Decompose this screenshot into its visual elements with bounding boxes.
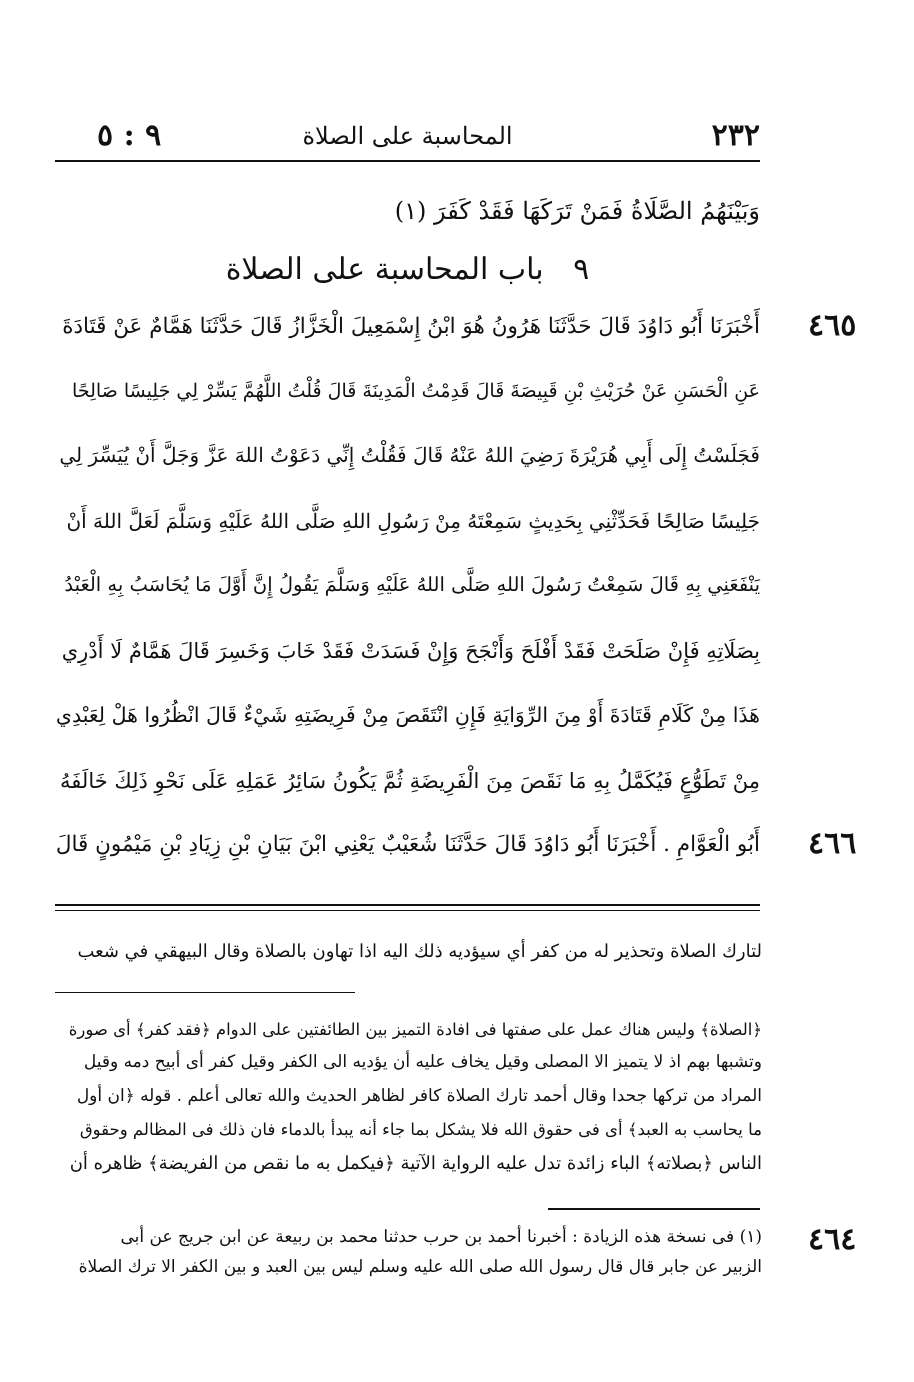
footnote-ref-number: ٤٦٤ <box>808 1222 857 1257</box>
commentary-line: وتشبها بهم اذ لا يتميز الا المصلى وقيل يخاف عليه أن يؤديه الى الكفر وقيل كفر أى أبيح دمه وقيل <box>83 1052 762 1072</box>
page-header <box>55 118 760 158</box>
commentary-line: ما يحاسب به العبد﴾ أى فى حقوق الله فلا يشكل بما جاء أنه يبدأ بالدماء فان ذلك فى المظالم وحقوق <box>79 1120 762 1139</box>
commentary-line: الناس ﴿بصلاته﴾ الباء زائدة تدل عليه الرواية الآتية ﴿فيكمل به ما نقص من الفريضة﴾ ظاهره أن <box>69 1153 762 1174</box>
section-divider <box>55 992 355 993</box>
continuation-line: وَبَيْنَهُمُ الصَّلَاةُ فَمَنْ تَرَكَهَا فَقَدْ كَفَرَ (١) <box>394 197 760 225</box>
commentary-line: المراد من تركها جحدا وقال أحمد تارك الصلاة كافر لظاهر الحديث والله تعالى أعلم . قوله ﴿ان أول <box>76 1086 762 1106</box>
chapter-title: باب المحاسبة على الصلاة <box>225 252 544 287</box>
text-line: عَنِ الْحَسَنِ عَنْ حُرَيْثِ بْنِ قَبِيصَةَ قَالَ قَدِمْتُ الْمَدِينَةَ قَالَ قُلْتُ اللَّهُمَّ يَسِّرْ لِي جَلِيسًا صَالِحًا <box>72 380 760 402</box>
commentary-rule <box>55 904 760 906</box>
text-line: مِنْ تَطَوُّعٍ فَيُكَمَّلُ بِهِ مَا نَقَصَ مِنَ الْفَرِيضَةِ ثُمَّ يَكُونُ سَائِرُ عَمَلِهِ عَلَى نَحْوِ ذَلِكَ خَالَفَهُ <box>60 769 760 793</box>
text-line: جَلِيسًا صَالِحًا فَحَدِّثْنِي بِحَدِيثٍ سَمِعْتَهُ مِنْ رَسُولِ اللهِ صَلَّى اللهُ عَلَيْهِ وَسَلَّمَ لَعَلَّ اللهَ أَنْ <box>66 509 760 533</box>
commentary-line: ﴿الصلاة﴾ وليس هناك عمل على صفتها فى افادة التميز بين الطائفتين على الدوام ﴿فقد كفر﴾ أى صورة <box>68 1020 762 1039</box>
text-line: أَخْبَرَنَا أَبُو دَاوُدَ قَالَ حَدَّثَنَا هَرُونُ هُوَ ابْنُ إِسْمَعِيلَ الْخَزَّازُ قَالَ حَدَّثَنَا هَمَّامٌ عَنْ قَتَادَةَ <box>62 314 760 339</box>
page-number: ٢٣٢ <box>711 118 760 153</box>
chapter-heading <box>55 252 760 287</box>
commentary-rule <box>55 910 760 911</box>
hadith-number: ٤٦٥ <box>808 308 857 343</box>
footnote-line: الزبير عن جابر قال قال رسول الله صلى الله عليه وسلم ليس بين العبد و بين الكفر الا ترك الصلاة <box>78 1257 762 1277</box>
hadith-number: ٤٦٦ <box>808 826 857 861</box>
text-line: يَنْفَعَنِي بِهِ قَالَ سَمِعْتُ رَسُولَ اللهِ صَلَّى اللهُ عَلَيْهِ وَسَلَّمَ يَقُولُ إِنَّ أَوَّلَ مَا يُحَاسَبُ بِهِ الْعَبْدُ <box>64 573 760 596</box>
text-line: بِصَلَاتِهِ فَإِنْ صَلَحَتْ فَقَدْ أَفْلَحَ وَأَنْجَحَ وَإِنْ فَسَدَتْ فَقَدْ خَابَ وَخَسِرَ قَالَ هَمَّامٌ لَا أَدْرِي <box>61 639 760 663</box>
chapter-number: ٩ <box>573 252 590 287</box>
chapter-reference: ٩ : ٥ <box>97 118 162 153</box>
text-line: أَبُو الْعَوَّامِ . أَخْبَرَنَا أَبُو دَاوُدَ قَالَ حَدَّثَنَا شُعَيْبٌ يَعْنِي ابْنَ بَيَانِ بْنِ زِيَادِ بْنِ مَيْمُونٍ قَالَ <box>55 832 760 857</box>
text-line: هَذَا مِنْ كَلَامِ قَتَادَةَ أَوْ مِنَ الرِّوَايَةِ فَإِنِ انْتَقَصَ مِنْ فَرِيضَتِهِ شَيْءٌ قَالَ انْظُرُوا هَلْ لِعَبْدِي <box>55 703 760 727</box>
footnote-line: (١) فى نسخة هذه الزيادة : أخبرنا أحمد بن حرب حدثنا محمد بن ربيعة عن ابن جريج عن أبى <box>120 1227 762 1247</box>
text-line: فَجَلَسْتُ إِلَى أَبِي هُرَيْرَةَ رَضِيَ اللهُ عَنْهُ قَالَ فَقُلْتُ إِنِّي دَعَوْتُ اللهَ عَزَّ وَجَلَّ أَنْ يُيَسِّرَ لِي <box>59 443 760 467</box>
running-title: المحاسبة على الصلاة <box>302 122 513 150</box>
header-rule <box>55 160 760 162</box>
footnote-rule <box>548 1208 760 1210</box>
commentary-line: لتارك الصلاة وتحذير له من كفر أي سيؤديه ذلك اليه اذا تهاون بالصلاة وقال البيهقي في شعب <box>77 941 762 962</box>
